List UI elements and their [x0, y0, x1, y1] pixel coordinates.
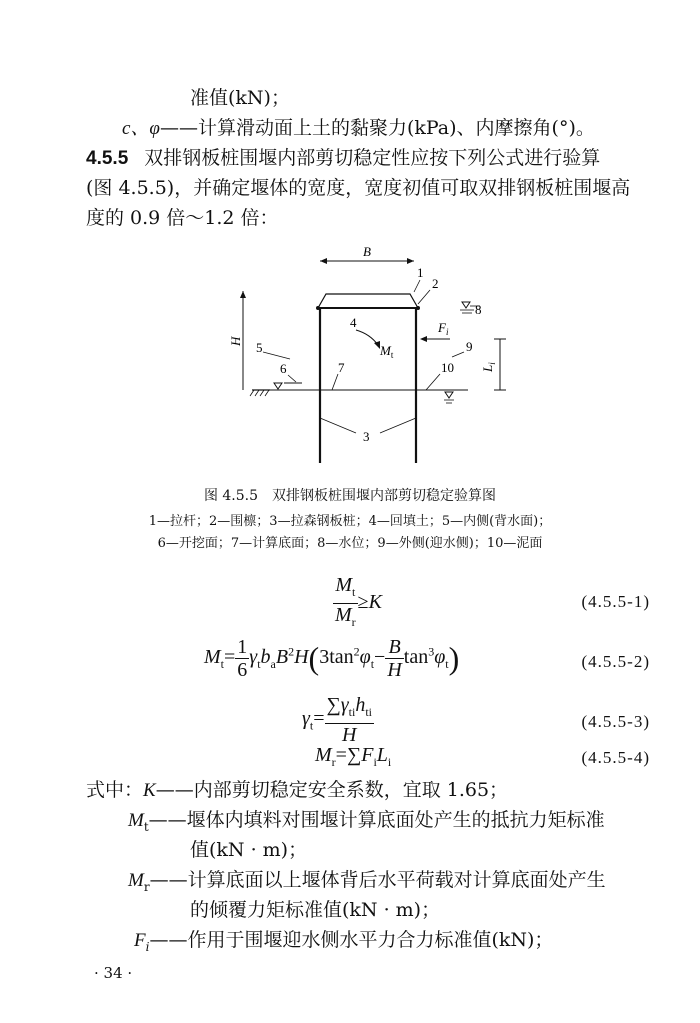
leader-9	[452, 352, 464, 357]
arrow-left-icon	[320, 258, 327, 264]
definition-text: ——计算滑动面上土的黏聚力(kPa)、内摩擦角(°)。	[159, 117, 595, 139]
symbol-c-phi: c、φ	[122, 118, 160, 139]
leader-2	[418, 290, 430, 304]
equation-4-5-5-1: $\frac{M_t}{M_r}$ ≥K	[335, 574, 382, 629]
label-4: 4	[350, 315, 357, 330]
paragraph-text: 双排钢板桩围堰内部剪切稳定性应按下列公式进行验算	[144, 147, 601, 169]
equation-4-5-5-2: $M_t=$ $\frac{1}{6}$ $\gamma_tb_aB^2H(3\tan^2\varphi_t-$ $\frac{B}{H}$ $\tan^3\varphi_t$)	[204, 636, 460, 681]
definition-k	[86, 778, 508, 803]
continued-text-line: 准值(kN)；	[190, 87, 290, 109]
mudline-symbol-left	[274, 383, 282, 389]
label-1: 1	[417, 265, 424, 280]
label-10: 10	[441, 360, 454, 375]
label-5: 5	[256, 340, 263, 355]
section-paragraph-line-3: 度的 0.9 倍～1.2 倍：	[86, 207, 279, 229]
variable-definition-c-phi	[122, 116, 595, 141]
leader-5	[263, 352, 290, 359]
symbol-mr-sub: r	[143, 879, 150, 894]
leader-10	[426, 374, 440, 390]
page-number: · 34 ·	[94, 964, 133, 982]
water-level-icon	[462, 302, 470, 308]
label-9: 9	[466, 339, 473, 354]
label-2: 2	[432, 276, 439, 291]
label-7: 7	[338, 360, 345, 375]
section-paragraph-line-1	[86, 146, 600, 171]
label-mt: $M_t$	[380, 343, 394, 360]
label-b: B	[363, 244, 371, 259]
definition-k-text: ——内部剪切稳定安全系数，宜取 1.65；	[155, 779, 509, 801]
equation-number-1: (4.5.5-1)	[581, 592, 650, 611]
tie-rod-cap	[318, 294, 418, 308]
equation-4-5-5-4: $M_r=\sum F_iL_i$	[315, 744, 392, 769]
definition-mt-text: ——堰体内填料对围堰计算底面处产生的抵抗力矩标准	[148, 809, 605, 831]
leader-6	[288, 375, 296, 382]
symbol-fi-sub: i	[145, 939, 150, 954]
label-6: 6	[280, 361, 287, 376]
equation-number-4: (4.5.5-4)	[581, 748, 650, 767]
leader-1	[414, 280, 420, 292]
symbol-mr: M	[128, 870, 144, 891]
leader-3-left	[320, 418, 356, 433]
figure-caption-legend-1: 1—拉杆；2—围檩；3—拉森钢板桩；4—回填土；5—内侧(背水面)；	[148, 514, 552, 529]
label-8: 8	[475, 302, 482, 317]
leader-3-right	[380, 418, 416, 433]
label-3: 3	[363, 429, 370, 444]
cofferdam-diagram	[228, 240, 497, 470]
figure-caption-legend-2: 6—开挖面；7—计算底面；8—水位；9—外侧(迎水侧)；10—泥面	[157, 536, 543, 551]
definition-mr-line-2: 的倾覆力矩标准值(kN · m)；	[190, 899, 441, 921]
label-h: H	[228, 336, 243, 346]
soil-hatch	[250, 390, 269, 396]
definition-fi-text: ——作用于围堰迎水侧水平力合力标准值(kN)；	[149, 929, 554, 951]
mudline-symbol-right	[445, 392, 453, 398]
label-li: $L_i$	[480, 362, 497, 372]
force-arrow-icon	[420, 336, 427, 342]
definition-mr-line-1	[128, 868, 606, 899]
symbol-fi: F	[134, 930, 146, 951]
arrow-right-icon	[407, 258, 414, 264]
equation-number-2: (4.5.5-2)	[581, 652, 650, 671]
label-fi: $F_i$	[438, 320, 449, 337]
equation-number-3: (4.5.5-3)	[581, 712, 650, 731]
figure-caption-title: 图 4.5.5 双排钢板桩围堰内部剪切稳定验算图	[203, 488, 497, 504]
definition-fi	[134, 928, 553, 959]
symbol-k: K	[143, 780, 156, 801]
section-number: 4.5.5	[86, 148, 129, 169]
moment-mt-arc	[356, 330, 378, 345]
definition-mr-text: ——计算底面以上堰体背后水平荷载对计算底面处产生	[149, 869, 606, 891]
leader-7	[332, 374, 338, 390]
definition-mt-line-1	[128, 808, 605, 839]
equation-4-5-5-3: $\gamma_t=$ $\frac{\sum\gamma_{ti}h_{ti}}{H}$	[302, 694, 373, 746]
definitions-intro: 式中：	[86, 779, 144, 801]
arrow-up-icon	[240, 291, 246, 298]
symbol-mt: M	[128, 810, 144, 831]
definition-mt-line-2: 值(kN · m)；	[190, 839, 308, 861]
symbol-mt-sub: t	[143, 819, 149, 834]
section-paragraph-line-2: (图 4.5.5)，并确定堰体的宽度，宽度初值可取双排钢板桩围堰高	[86, 177, 631, 199]
